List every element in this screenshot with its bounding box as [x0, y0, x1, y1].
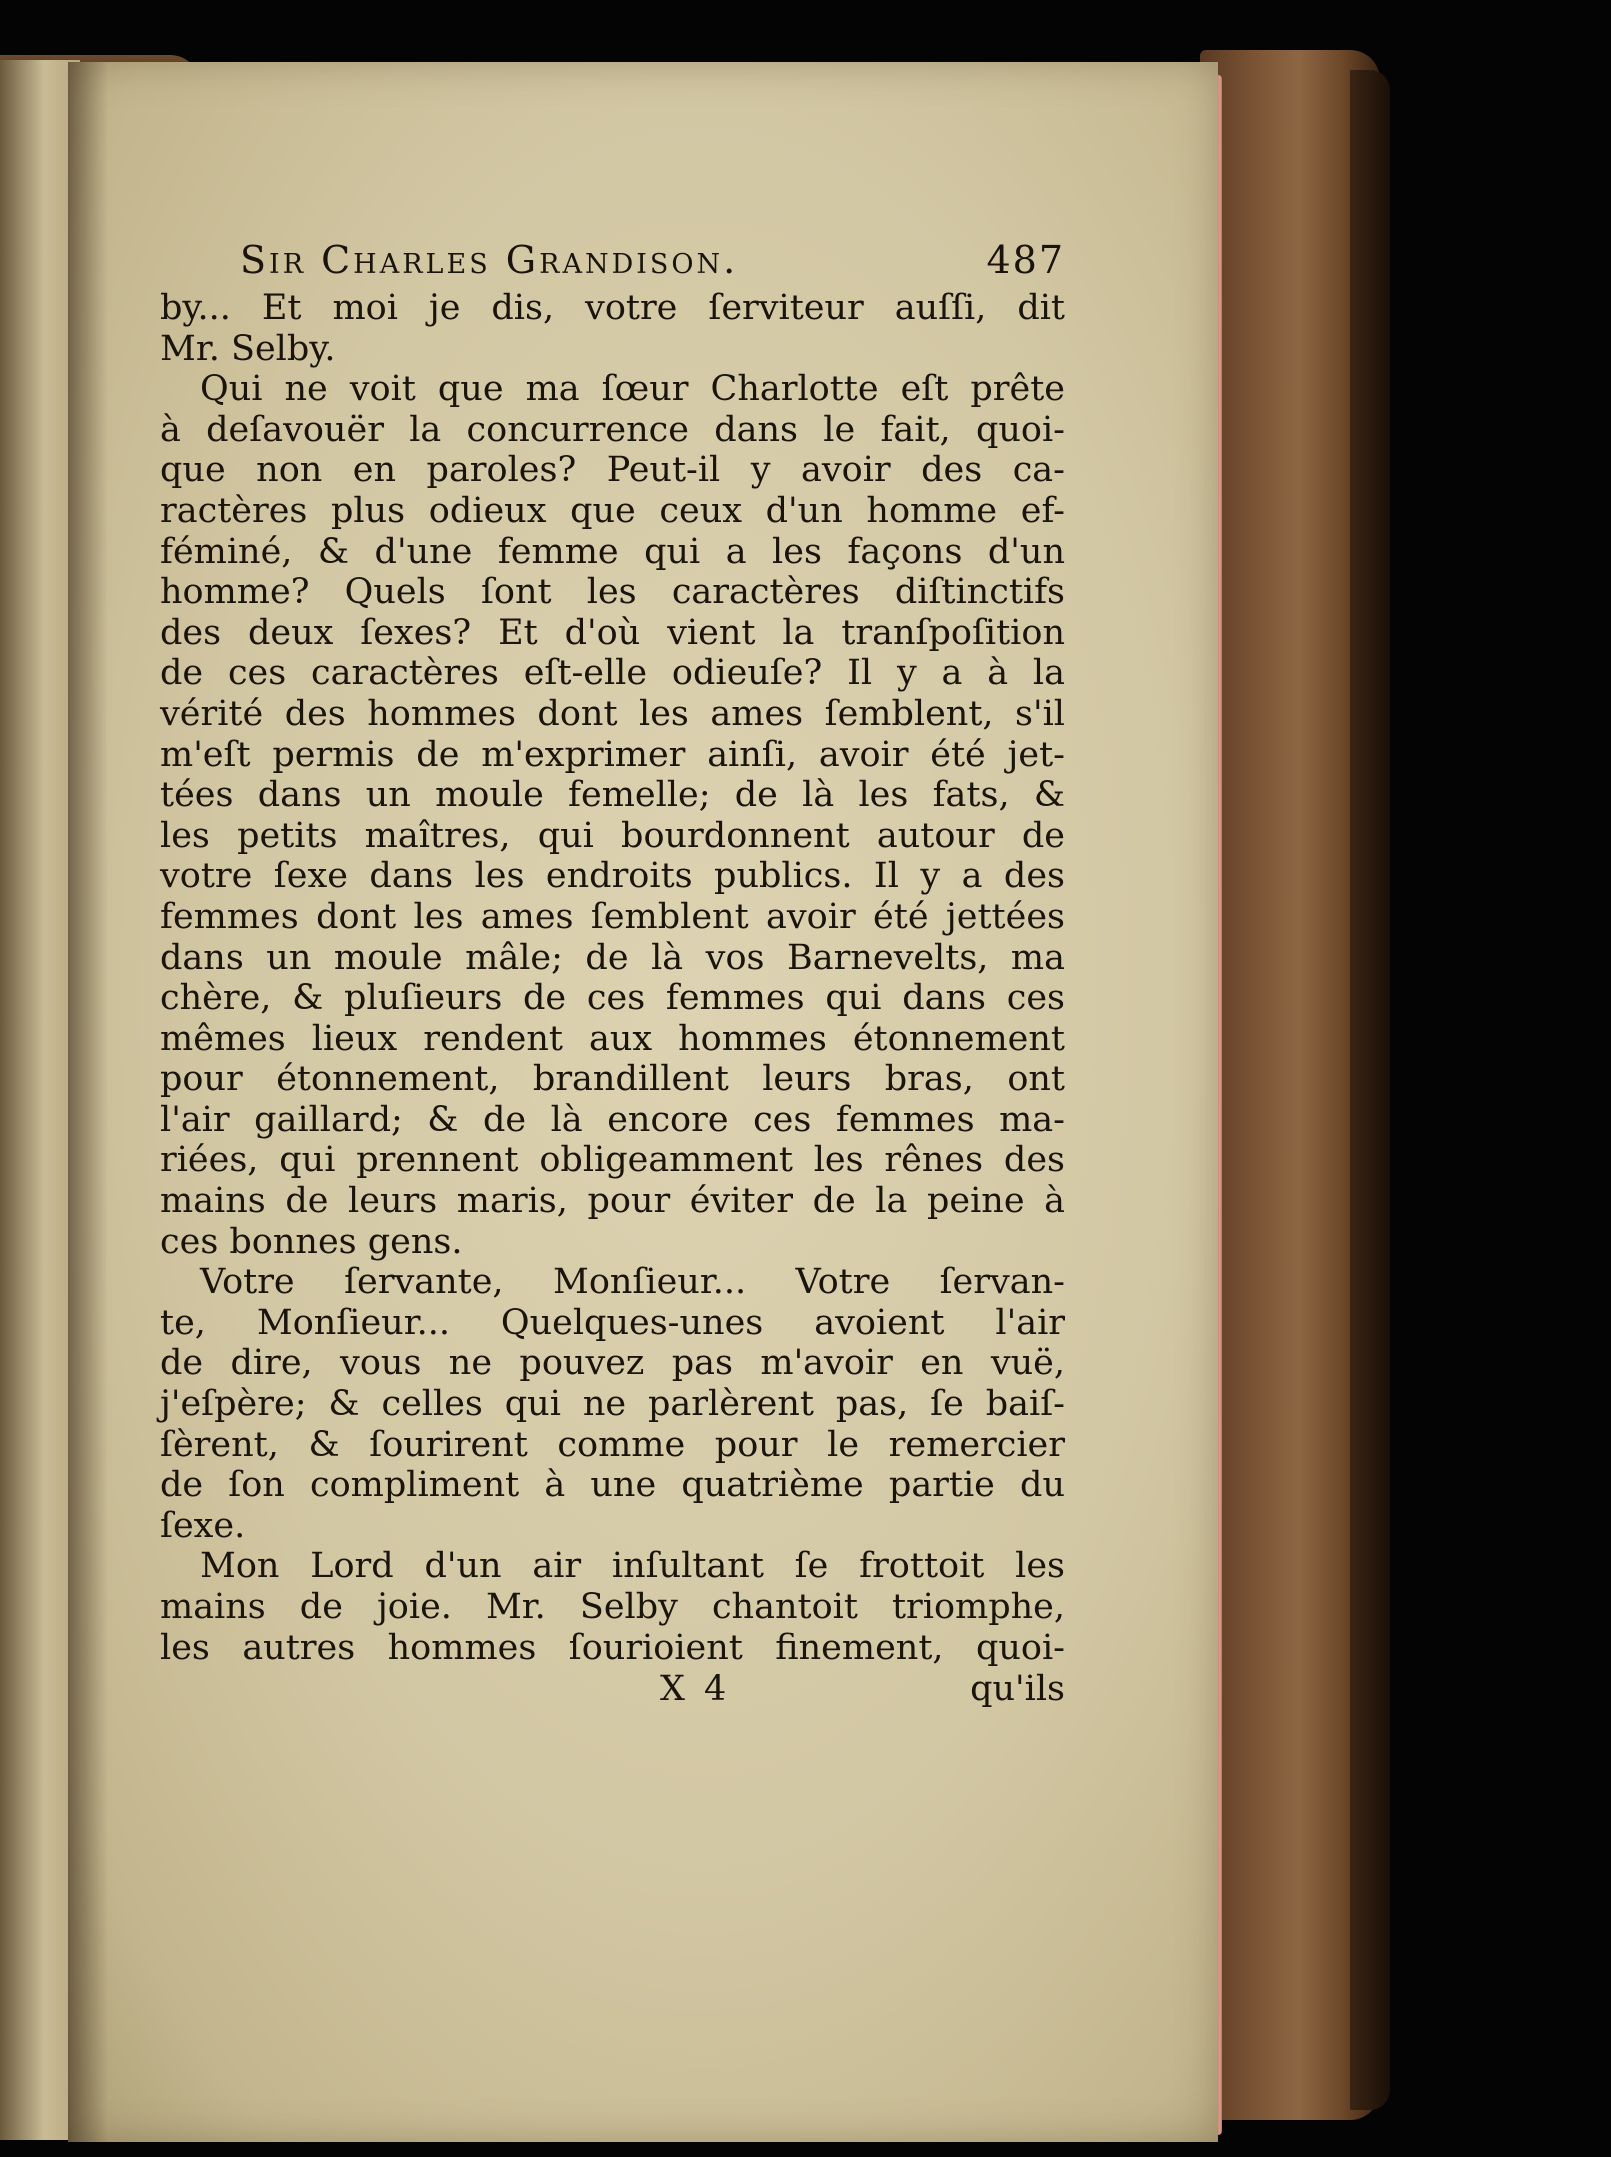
page-footer — [160, 1668, 1065, 1710]
text-line: les autres hommes ſourioient finement, quoi- — [160, 1627, 1065, 1668]
text-line: te, Monſieur... Quelques-unes avoient l'air — [160, 1302, 1065, 1343]
text-line: ractères plus odieux que ceux d'un homme ef- — [160, 490, 1065, 531]
page-number: 487 — [986, 238, 1065, 282]
text-line: mains de leurs maris, pour éviter de la peine à — [160, 1181, 1065, 1222]
text-line: m'eſt permis de m'exprimer ainſi, avoir été jet- — [160, 734, 1065, 775]
text-line: femmes dont les ames ſemblent avoir été jettées — [160, 896, 1065, 937]
text-line: de ces caractères eſt-elle odieuſe? Il y a à la — [160, 653, 1065, 694]
text-line: mains de joie. Mr. Selby chantoit triomphe, — [160, 1587, 1065, 1627]
text-line: les petits maîtres, qui bourdonnent autour de — [160, 815, 1065, 856]
text-line: pour étonnement, brandillent leurs bras, ont — [160, 1059, 1065, 1100]
text-line: Votre ſervante, Monſieur... Votre ſervan- — [200, 1262, 1065, 1303]
text-line: riées, qui prennent obligeamment les rênes des — [160, 1140, 1065, 1181]
text-line: j'eſpère; & celles qui ne parlèrent pas, ſe baiſ- — [160, 1384, 1065, 1425]
running-header — [240, 238, 1065, 282]
text-line: ces bonnes gens. — [160, 1221, 463, 1262]
text-line: mêmes lieux rendent aux hommes étonnement — [160, 1018, 1065, 1059]
text-line: Mon Lord d'un air inſultant ſe frottoit les — [200, 1546, 1065, 1587]
text-line: homme? Quels ſont les caractères diſtinctifs — [160, 572, 1065, 613]
body-text — [160, 288, 1065, 1668]
running-title: Sir Charles Grandison. — [240, 238, 739, 282]
text-line: Mr. Selby. — [160, 328, 336, 369]
text-block — [160, 238, 1065, 1710]
text-line: des deux ſexes? Et d'où vient la tranſpoſition — [160, 612, 1065, 653]
text-line: votre ſexe dans les endroits publics. Il y a des — [160, 856, 1065, 897]
text-line: de ſon compliment à une quatrième partie du — [160, 1465, 1065, 1506]
signature-mark: X 4 — [660, 1669, 731, 1710]
text-line: que non en paroles? Peut-il y avoir des ca- — [160, 450, 1065, 491]
text-line: dans un moule mâle; de là vos Barnevelts, ma — [160, 937, 1065, 978]
text-line: ſèrent, & ſourirent comme pour le remercier — [160, 1424, 1065, 1465]
text-line: ſexe. — [160, 1505, 246, 1546]
text-line: Qui ne voit que ma ſœur Charlotte eſt prête — [200, 369, 1065, 410]
text-line: vérité des hommes dont les ames ſemblent, s'il — [160, 693, 1065, 734]
text-line: tées dans un moule femelle; de là les fats, & — [160, 775, 1065, 816]
text-line: féminé, & d'une femme qui a les façons d'un — [160, 531, 1065, 572]
text-line: chère, & pluſieurs de ces femmes qui dans ces — [160, 978, 1065, 1019]
text-line: l'air gaillard; & de là encore ces femmes ma- — [160, 1099, 1065, 1140]
catchword: qu'ils — [970, 1669, 1065, 1710]
text-line: de dire, vous ne pouvez pas m'avoir en vuë, — [160, 1343, 1065, 1384]
cover-edge — [1350, 70, 1390, 2110]
text-line: à deſavouër la concurrence dans le fait, quoi- — [160, 409, 1065, 450]
text-line: by... Et moi je dis, votre ſerviteur auſſi, dit — [160, 288, 1065, 328]
gutter-shadow — [68, 62, 108, 2142]
